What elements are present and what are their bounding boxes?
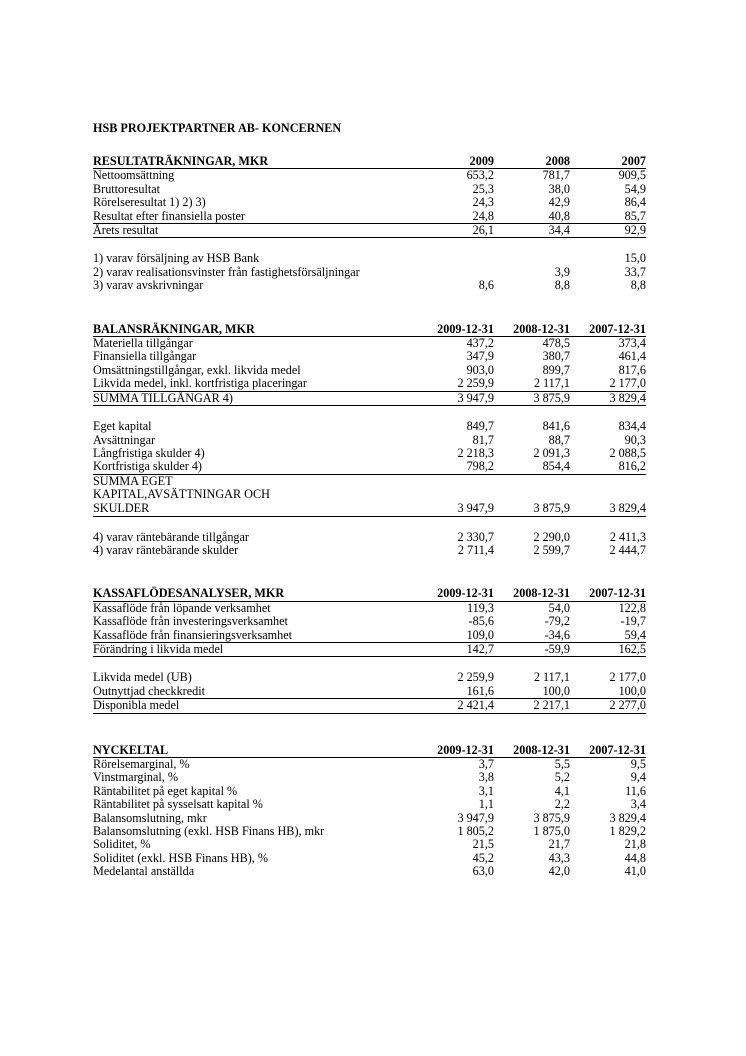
row-label: Kassaflöde från finansieringsverksamhet bbox=[93, 627, 292, 642]
row-label: Soliditet (exkl. HSB Finans HB), % bbox=[93, 850, 269, 865]
row-label: Resultat efter finansiella poster bbox=[93, 208, 245, 223]
column-header: 2009 bbox=[418, 155, 494, 169]
cell-value: 2 277,0 bbox=[570, 699, 646, 713]
cell-value: 122,8 bbox=[618, 600, 646, 615]
row-label: Rörelseresultat 1) 2) 3) bbox=[93, 195, 206, 210]
cell-value: 3 947,9 bbox=[418, 391, 494, 405]
cell-value: 88,7 bbox=[548, 432, 570, 447]
key-figures-table bbox=[93, 744, 646, 879]
cell-value: 42,9 bbox=[548, 195, 570, 210]
table-row bbox=[93, 601, 646, 615]
table-row bbox=[93, 460, 646, 474]
cell-value: 9,5 bbox=[630, 756, 646, 771]
table-row bbox=[93, 183, 646, 196]
row-label: Nettoomsättning bbox=[93, 168, 175, 183]
cell-value: 3 875,9 bbox=[494, 474, 570, 516]
column-header: 2008-12-31 bbox=[494, 744, 570, 758]
table-row bbox=[93, 629, 646, 643]
cell-value: 3,9 bbox=[554, 264, 570, 279]
cell-value: 3 947,9 bbox=[457, 810, 494, 825]
cell-value: 2 218,3 bbox=[457, 445, 494, 460]
balance-sheet-header bbox=[93, 323, 646, 337]
cell-value: 849,7 bbox=[466, 419, 494, 434]
table-row bbox=[93, 865, 646, 878]
column-header: 2008-12-31 bbox=[494, 323, 570, 337]
cell-value: 21,5 bbox=[472, 837, 494, 852]
row-label: Årets resultat bbox=[93, 224, 418, 238]
cell-value: 834,4 bbox=[618, 419, 646, 434]
cell-value: 3 829,4 bbox=[609, 810, 646, 825]
column-header: 2008-12-31 bbox=[494, 587, 570, 601]
column-header: 2009-12-31 bbox=[418, 323, 494, 337]
cell-value: 2 421,4 bbox=[418, 699, 494, 713]
row-label: Räntabilitet på eget kapital % bbox=[93, 783, 238, 798]
balance-sheet-table bbox=[93, 323, 646, 558]
cell-value: 41,0 bbox=[624, 864, 646, 879]
cell-value: 161,6 bbox=[466, 683, 494, 698]
row-label: Långfristiga skulder 4) bbox=[93, 445, 205, 460]
table-row bbox=[93, 852, 646, 865]
cell-value: 2 259,9 bbox=[457, 670, 494, 685]
section-title: NYCKELTAL bbox=[93, 744, 418, 758]
cell-value: 40,8 bbox=[548, 208, 570, 223]
cell-value: 109,0 bbox=[466, 627, 494, 642]
row-label: Medelantal anställda bbox=[93, 864, 195, 879]
cell-value: 478,5 bbox=[542, 336, 570, 351]
income-statement-table bbox=[93, 155, 646, 293]
cell-value: 2 290,0 bbox=[533, 529, 570, 544]
cell-value: 81,7 bbox=[472, 432, 494, 447]
row-label: Räntabilitet på sysselsatt kapital % bbox=[93, 797, 263, 812]
document-title: HSB PROJEKTPARTNER AB- KONCERNEN bbox=[93, 121, 342, 135]
footnote-label: 4) varav räntebärande skulder bbox=[93, 542, 239, 557]
table-row bbox=[93, 434, 646, 447]
cell-value: 2 088,5 bbox=[609, 445, 646, 460]
cell-value: 54,9 bbox=[624, 181, 646, 196]
cell-value: 38,0 bbox=[548, 181, 570, 196]
row-label: Omsättningstillgångar, exkl. likvida medel bbox=[93, 362, 301, 377]
cell-value: 119,3 bbox=[467, 600, 494, 615]
document-page bbox=[93, 120, 646, 879]
table-row bbox=[93, 785, 646, 798]
income-statement-header bbox=[93, 155, 646, 169]
row-label: Förändring i likvida medel bbox=[93, 642, 418, 656]
cell-value: 347,9 bbox=[466, 349, 494, 364]
cell-value: 142,7 bbox=[418, 642, 494, 656]
column-header: 2007-12-31 bbox=[570, 744, 646, 758]
footnote-row bbox=[93, 531, 646, 544]
cell-value: 24,8 bbox=[472, 208, 494, 223]
cell-value: 3,1 bbox=[478, 783, 494, 798]
cell-value: 9,4 bbox=[630, 770, 646, 785]
row-label: Rörelsemarginal, % bbox=[93, 756, 190, 771]
cell-value: 2,2 bbox=[554, 797, 570, 812]
cell-value: 24,3 bbox=[472, 195, 494, 210]
cell-value: 816,2 bbox=[618, 459, 646, 474]
column-header: 2008 bbox=[494, 155, 570, 169]
cell-value: 2 177,0 bbox=[609, 376, 646, 391]
cell-value: 8,6 bbox=[478, 278, 494, 293]
section-title: RESULTATRÄKNINGAR, MKR bbox=[93, 155, 418, 169]
cell-value: 2 711,4 bbox=[457, 542, 494, 557]
row-label: Kortfristiga skulder 4) bbox=[93, 459, 202, 474]
table-row bbox=[93, 210, 646, 224]
footnote-label: 2) varav realisationsvinster från fastighetsförsäljningar bbox=[93, 264, 360, 279]
cell-value: 100,0 bbox=[542, 683, 570, 698]
row-label: Kassaflöde från investeringsverksamhet bbox=[93, 614, 288, 629]
footnote-row bbox=[93, 544, 646, 557]
cell-value: 781,7 bbox=[542, 168, 570, 183]
total-row bbox=[93, 224, 646, 238]
footnote-row bbox=[93, 266, 646, 279]
table-row bbox=[93, 337, 646, 351]
cell-value: 15,0 bbox=[624, 251, 646, 266]
cell-value: 85,7 bbox=[624, 208, 646, 223]
cell-value: 2 117,1 bbox=[533, 670, 570, 685]
cell-value: 43,3 bbox=[548, 850, 570, 865]
cell-value bbox=[494, 252, 570, 265]
cell-value bbox=[418, 252, 494, 265]
table-row bbox=[93, 838, 646, 851]
cell-value: 3 875,9 bbox=[494, 391, 570, 405]
cell-value: -85,6 bbox=[468, 614, 494, 629]
table-row bbox=[93, 447, 646, 460]
cell-value: 2 117,1 bbox=[533, 376, 570, 391]
cell-value: 854,4 bbox=[542, 459, 570, 474]
cell-value: 2 217,1 bbox=[494, 699, 570, 713]
footnote-label: 4) varav räntebärande tillgångar bbox=[93, 529, 249, 544]
row-label: Soliditet, % bbox=[93, 837, 151, 852]
row-label: Likvida medel (UB) bbox=[93, 670, 192, 685]
table-row bbox=[93, 169, 646, 183]
key-figures-header bbox=[93, 744, 646, 758]
cell-value: 1,1 bbox=[478, 797, 494, 812]
cell-value: 33,7 bbox=[624, 264, 646, 279]
cell-value: 5,5 bbox=[554, 756, 570, 771]
cell-value: 100,0 bbox=[618, 683, 646, 698]
cell-value: 3,7 bbox=[478, 756, 494, 771]
cell-value: 8,8 bbox=[554, 278, 570, 293]
section-title: KASSAFLÖDESANALYSER, MKR bbox=[93, 587, 418, 601]
cell-value: 21,8 bbox=[624, 837, 646, 852]
cell-value: 2 411,3 bbox=[609, 529, 646, 544]
footnote-row bbox=[93, 252, 646, 265]
cell-value: 909,5 bbox=[618, 168, 646, 183]
total-row bbox=[93, 699, 646, 713]
cell-value: 25,3 bbox=[472, 181, 494, 196]
total-row bbox=[93, 642, 646, 656]
table-row bbox=[93, 364, 646, 377]
row-label: SUMMA EGET KAPITAL,AVSÄTTNINGAR OCH SKULDER bbox=[93, 474, 418, 516]
row-label: Materiella tillgångar bbox=[93, 336, 193, 351]
row-label: Balansomslutning, mkr bbox=[93, 810, 207, 825]
table-row bbox=[93, 771, 646, 784]
cell-value: 817,6 bbox=[618, 362, 646, 377]
table-row bbox=[93, 615, 646, 628]
row-label: Likvida medel, inkl. kortfristiga placeringar bbox=[93, 376, 307, 391]
cell-value: 437,2 bbox=[466, 336, 494, 351]
cell-value: 2 599,7 bbox=[533, 542, 570, 557]
column-header: 2007-12-31 bbox=[570, 323, 646, 337]
section-title: BALANSRÄKNINGAR, MKR bbox=[93, 323, 418, 337]
cell-value: 2 259,9 bbox=[457, 376, 494, 391]
cell-value: -79,2 bbox=[544, 614, 570, 629]
table-row bbox=[93, 757, 646, 771]
footnote-label: 3) varav avskrivningar bbox=[93, 278, 204, 293]
row-label: SUMMA TILLGÅNGAR 4) bbox=[93, 391, 418, 405]
row-label: Vinstmarginal, % bbox=[93, 770, 179, 785]
table-row bbox=[93, 825, 646, 838]
table-row bbox=[93, 196, 646, 209]
cell-value: 1 829,2 bbox=[609, 824, 646, 838]
cell-value: 841,6 bbox=[542, 419, 570, 434]
cell-value: 8,8 bbox=[630, 278, 646, 293]
table-row bbox=[93, 812, 646, 825]
cell-value: 2 444,7 bbox=[609, 542, 646, 557]
cell-value: 86,4 bbox=[624, 195, 646, 210]
row-label: Balansomslutning (exkl. HSB Finans HB), mkr bbox=[93, 824, 325, 838]
column-header: 2009-12-31 bbox=[418, 744, 494, 758]
cell-value: 90,3 bbox=[624, 432, 646, 447]
cell-value: 4,1 bbox=[554, 783, 570, 798]
cell-value: 59,4 bbox=[624, 627, 646, 642]
row-label: Disponibla medel bbox=[93, 699, 418, 713]
cell-value: 3 829,4 bbox=[570, 391, 646, 405]
cell-value: 798,2 bbox=[466, 459, 494, 474]
cell-value: 1 875,0 bbox=[533, 824, 570, 838]
cell-value: 2 330,7 bbox=[457, 529, 494, 544]
cell-value: 3 829,4 bbox=[570, 474, 646, 516]
cell-value: 373,4 bbox=[618, 336, 646, 351]
cell-value: 380,7 bbox=[542, 349, 570, 364]
cell-value: 21,7 bbox=[548, 837, 570, 852]
column-header: 2007-12-31 bbox=[570, 587, 646, 601]
cell-value: 3 947,9 bbox=[418, 474, 494, 516]
cell-value: 2 177,0 bbox=[609, 670, 646, 685]
cash-flow-table bbox=[93, 587, 646, 713]
cell-value: -34,6 bbox=[544, 627, 570, 642]
cash-flow-header bbox=[93, 587, 646, 601]
row-label: Outnyttjad checkkredit bbox=[93, 683, 206, 698]
cell-value: 44,8 bbox=[624, 850, 646, 865]
row-label: Eget kapital bbox=[93, 419, 152, 434]
cell-value: 26,1 bbox=[418, 224, 494, 238]
table-row bbox=[93, 685, 646, 699]
cell-value: 2 091,3 bbox=[533, 445, 570, 460]
cell-value: 899,7 bbox=[542, 362, 570, 377]
total-row bbox=[93, 391, 646, 405]
cell-value: 45,2 bbox=[472, 850, 494, 865]
column-header: 2007 bbox=[570, 155, 646, 169]
total-row bbox=[93, 474, 646, 516]
cell-value bbox=[418, 266, 494, 279]
cell-value: 34,4 bbox=[494, 224, 570, 238]
table-row bbox=[93, 350, 646, 363]
cell-value: -59,9 bbox=[494, 642, 570, 656]
footnote-row bbox=[93, 279, 646, 292]
cell-value: 11,6 bbox=[625, 783, 646, 798]
cell-value: 3,8 bbox=[478, 770, 494, 785]
cell-value: 461,4 bbox=[618, 349, 646, 364]
table-row bbox=[93, 420, 646, 433]
cell-value: 903,0 bbox=[466, 362, 494, 377]
row-label: Bruttoresultat bbox=[93, 181, 161, 196]
cell-value: 3 875,9 bbox=[533, 810, 570, 825]
footnote-label: 1) varav försäljning av HSB Bank bbox=[93, 251, 260, 266]
cell-value: 653,2 bbox=[466, 168, 494, 183]
table-row bbox=[93, 798, 646, 811]
cell-value: 42,0 bbox=[548, 864, 570, 879]
row-label: Kassaflöde från löpande verksamhet bbox=[93, 600, 271, 615]
table-row bbox=[93, 377, 646, 391]
cell-value: 92,9 bbox=[570, 224, 646, 238]
cell-value: 1 805,2 bbox=[457, 824, 494, 838]
cell-value: 63,0 bbox=[472, 864, 494, 879]
column-header: 2009-12-31 bbox=[418, 587, 494, 601]
cell-value: 5,2 bbox=[554, 770, 570, 785]
row-label: Finansiella tillgångar bbox=[93, 349, 197, 364]
table-row bbox=[93, 671, 646, 684]
cell-value: 54,0 bbox=[548, 600, 570, 615]
cell-value: 162,5 bbox=[570, 642, 646, 656]
row-label: Avsättningar bbox=[93, 432, 156, 447]
cell-value: 3,4 bbox=[630, 797, 646, 812]
cell-value: -19,7 bbox=[620, 614, 646, 629]
